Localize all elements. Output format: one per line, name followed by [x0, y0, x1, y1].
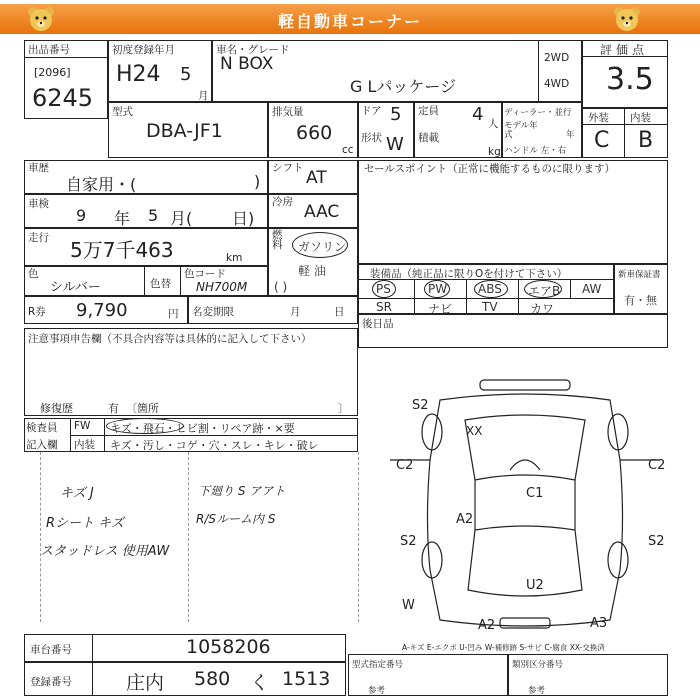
check-fw: FW	[74, 420, 91, 432]
inspection-day-unit: 日)	[232, 209, 255, 228]
first-reg-month-unit: 月	[198, 90, 209, 102]
class-number-label: 類別区分番号	[512, 660, 564, 670]
fuel-diesel: 軽 油	[298, 264, 326, 278]
damage-label-s2-top: S2	[412, 398, 429, 413]
header-banner	[0, 4, 700, 34]
mileage-unit: km	[226, 252, 243, 264]
spec-number-ref: 参考	[368, 686, 386, 696]
color-label: 色	[28, 268, 39, 280]
handwritten-note-2: Rシート キズ	[46, 516, 124, 531]
notes-part: 〔箇所	[126, 402, 159, 415]
damage-label-c2-left: C2	[396, 458, 414, 473]
drive-4wd: 4WD	[544, 78, 570, 90]
inspection-month-unit: 月(	[170, 209, 193, 228]
displacement-value: 660	[296, 122, 333, 144]
damage-label-w: W	[402, 598, 415, 613]
damage-label-s2-left: S2	[400, 534, 417, 549]
name-change-day: 日	[334, 306, 345, 318]
recycle-unit: 円	[168, 308, 179, 320]
score-value: 3.5	[606, 62, 654, 97]
damage-label-c2-right: C2	[648, 458, 666, 473]
dealer-model-year: モデル年式	[504, 121, 538, 140]
type-value: DBA-JF1	[146, 120, 223, 142]
int-label: 内装	[630, 112, 651, 124]
capacity-label: 定員	[418, 105, 439, 117]
inspection-year-unit: 年	[114, 209, 131, 228]
score-label: 評価点	[600, 43, 649, 57]
ac-label: 冷房	[272, 196, 293, 208]
notes-repair-value: 有	[108, 402, 119, 415]
equip-leather: カワ	[530, 302, 555, 316]
history-box	[24, 160, 268, 194]
ext-grade: C	[594, 128, 610, 153]
color-code: NH700M	[196, 280, 248, 294]
sales-point-label: セールスポイント（正常に機能するものに限ります）	[364, 163, 616, 175]
inspection-month: 5	[148, 206, 159, 225]
damage-label-xx: XX	[466, 424, 483, 438]
fuel-gasoline: ガソリン	[298, 240, 347, 254]
model-name: N BOX	[220, 54, 274, 74]
lot-sub: [2096]	[34, 66, 71, 79]
mileage-label: 走行	[28, 232, 49, 244]
color-value: シルバー	[50, 280, 101, 295]
equip-aw: AW	[582, 282, 602, 296]
inspection-label: 車検	[28, 198, 49, 210]
load-unit: kg	[488, 146, 501, 158]
class-number-ref: 参考	[528, 686, 546, 696]
equip-ps-circle	[372, 280, 396, 298]
equip-tv: TV	[482, 300, 498, 314]
door-value: 5	[390, 104, 402, 125]
first-reg-month: 5	[180, 64, 192, 85]
door-label: ドア	[361, 105, 382, 117]
recycle-value: 9,790	[76, 300, 128, 321]
damage-legend: A-キズ E-エクボ U-凹み W-補修跡 S-サビ C-腐食 XX-交換済	[402, 643, 605, 652]
equip-airbag-circle	[524, 280, 562, 298]
warranty-label: 新車保証書	[618, 270, 661, 280]
shape-value: W	[386, 134, 404, 155]
handwritten-note-1: キズ J	[60, 486, 94, 501]
displacement-unit: cc	[342, 144, 354, 156]
inspection-year: 9	[76, 206, 87, 225]
registration-area: 庄内	[126, 672, 165, 694]
first-reg-label: 初度登録年月	[112, 44, 175, 56]
notes-label: 注意事項申告欄（不具合内容等は具体的に記入して下さい）	[28, 333, 312, 345]
fuel-gasoline-circle	[292, 232, 348, 258]
bear-mascot-icon	[26, 6, 56, 32]
chassis-label: 車台番号	[30, 644, 72, 656]
check-int-items: キズ・汚し・コゲ・穴・スレ・キレ・破レ	[110, 439, 319, 452]
shift-value: AT	[306, 168, 327, 188]
bear-mascot-icon	[612, 6, 642, 32]
lot-label: 出品番号	[28, 44, 70, 56]
equip-ps: PS	[376, 282, 391, 296]
equip-abs-circle	[474, 280, 508, 298]
shift-label: シフト	[272, 162, 304, 174]
warranty-value: 有・無	[624, 294, 657, 307]
capacity-value: 4	[472, 104, 484, 125]
chassis-value: 1058206	[186, 636, 271, 658]
spec-number-label: 型式指定番号	[352, 660, 404, 670]
history-value: 自家用・(	[66, 175, 137, 194]
rear-seat-label: 後日品	[362, 318, 394, 330]
equipment-label: 装備品（純正品に限りOを付けて下さい）	[370, 268, 568, 280]
recycle-label: R券	[28, 306, 46, 318]
equip-airbag: エアB	[528, 284, 561, 298]
damage-label-u2: U2	[526, 578, 544, 593]
registration-kana: く	[250, 672, 270, 694]
model-label: 車名・グレード	[216, 44, 290, 56]
equip-pw: PW	[428, 282, 448, 296]
equip-navi: ナビ	[428, 302, 453, 316]
damage-label-s2-right: S2	[648, 534, 665, 549]
handwritten-note-3: スタッドレス 使用AW	[40, 544, 170, 559]
color-change-label: 色替	[150, 278, 171, 290]
registration-label: 登録番号	[30, 676, 72, 688]
lot-number: 6245	[32, 84, 94, 112]
notes-repair-label: 修復歴	[40, 402, 73, 415]
load-label: 積載	[418, 132, 439, 144]
shape-label: 形状	[361, 132, 382, 144]
damage-label-a2-bottom: A2	[478, 618, 496, 633]
banner-title: 軽自動車コーナー	[277, 12, 422, 31]
displacement-label: 排気量	[272, 106, 304, 118]
check-label-2: 記入欄	[26, 439, 58, 451]
check-fw-items: キズ・飛石・ヒビ割・リペア跡・×要	[110, 422, 295, 435]
capacity-unit: 人	[488, 118, 499, 130]
damage-label-a3: A3	[590, 616, 608, 631]
fuel-paren: ( )	[274, 280, 288, 294]
damage-label-a2-mid: A2	[456, 512, 474, 527]
handwritten-note-5: R/Sルーム内 S	[196, 512, 276, 526]
check-fw-circle	[106, 418, 184, 434]
dealer-handle: ハンドル 左・右	[504, 146, 567, 156]
mileage-value: 5万7千463	[70, 238, 174, 262]
type-label: 型式	[112, 106, 133, 118]
dealer-label: ディーラー・並行	[504, 108, 572, 118]
dealer-year-unit: 年	[566, 130, 575, 140]
first-reg-era: H24	[116, 62, 161, 87]
chassis-box	[24, 634, 346, 662]
notes-part-close: 〕	[338, 402, 349, 415]
ac-value: AAC	[304, 202, 340, 222]
registration-class: 580	[194, 668, 231, 690]
rear-seat-box	[358, 314, 668, 348]
history-close: )	[254, 172, 261, 191]
equip-pw-circle	[424, 280, 450, 298]
name-change-label: 名変期限	[192, 306, 234, 318]
damage-label-c1: C1	[526, 486, 544, 501]
registration-number: 1513	[282, 668, 331, 690]
check-int: 内装	[74, 439, 95, 451]
handwritten-note-4: 下廻り S アアト	[198, 484, 286, 498]
color-code-label: 色コード	[184, 268, 226, 280]
equip-abs: ABS	[478, 282, 502, 296]
check-label-1: 検査員	[26, 422, 58, 434]
ext-label: 外装	[588, 112, 609, 124]
drive-2wd: 2WD	[544, 52, 570, 64]
fuel-label: 燃料	[272, 229, 283, 251]
equip-sr: SR	[376, 300, 392, 314]
int-grade: B	[638, 128, 654, 153]
model-grade: G Lパッケージ	[350, 77, 457, 96]
history-label: 車歴	[28, 162, 49, 174]
name-change-month: 月	[290, 306, 301, 318]
